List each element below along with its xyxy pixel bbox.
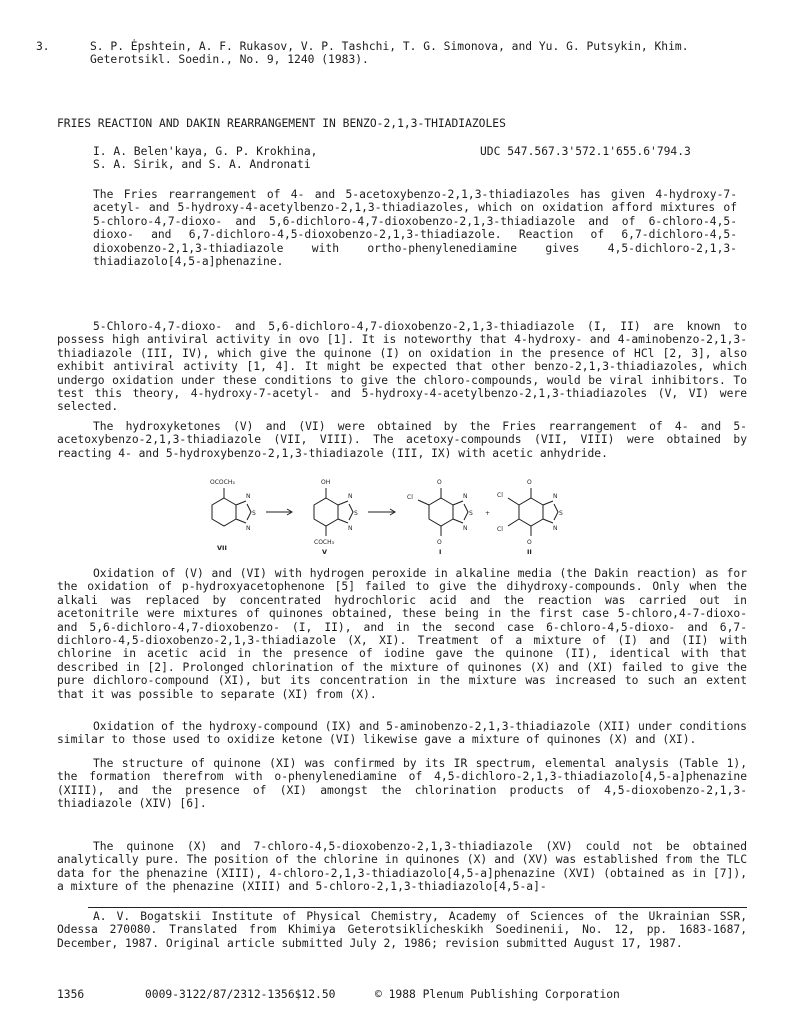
scheme-o-i-top: O xyxy=(437,479,442,486)
scheme-cl-ii-bottom: Cl xyxy=(497,526,503,533)
scheme-plus: + xyxy=(485,510,491,517)
scheme-label-v: V xyxy=(322,548,328,556)
scheme-n-i-top: N xyxy=(463,493,468,500)
scheme-s-ii: S xyxy=(559,510,563,517)
paragraph-6: The quinone (X) and 7-chloro-4,5-dioxobenzo-2,1,3-thiadiazole (XV) could not be obtained analytically pure. The position of the chlorine in quinones (X) and (XV) was established from the TLC data for the phenazine (XIII), 4-chloro-2,1,3-thiadiazolo[4,5-a]phenazine (XVI) (obtained as in [7]), a mixture of the phenazine (XIII) and 5-chloro-2,1,3-thiadiazolo[4,5-a]- xyxy=(57,840,747,894)
journal-code: 0009-3122/87/2312-1356$12.50 xyxy=(145,988,336,1001)
scheme-o-ii-bottom: O xyxy=(527,539,532,546)
scheme-label-ii: II xyxy=(527,548,532,556)
scheme-label-i: I xyxy=(439,548,442,556)
scheme-n-ii-bottom: N xyxy=(553,525,558,532)
scheme-n-vii-bottom: N xyxy=(246,525,251,532)
scheme-n-ii-top: N xyxy=(553,493,558,500)
paragraph-5: The structure of quinone (XI) was confirmed by its IR spectrum, elemental analysis (Table 1), the formation therefrom with o-phenylenediamine of 4,5-dichloro-2,1,3-thiadiazolo[4,5-a]phenazine (XIII), and the presence of (XI) amongst the chlorination products of 4,5-dioxobenzo-2,1,3-thiadiazole (XIV) [6]. xyxy=(57,757,747,811)
scheme-o-ii-top: O xyxy=(527,479,532,486)
reference-number: 3. xyxy=(36,40,50,53)
udc-code: UDC 547.567.3'572.1'655.6'794.3 xyxy=(480,145,691,158)
scheme-cl-ii-top: Cl xyxy=(497,492,503,499)
scheme-oh: OH xyxy=(321,479,331,486)
scheme-n-vii-top: N xyxy=(246,493,251,500)
scheme-s-vii: S xyxy=(252,510,256,517)
authors-line-1: I. A. Belen'kaya, G. P. Krokhina, xyxy=(93,145,318,158)
paragraph-3: Oxidation of (V) and (VI) with hydrogen peroxide in alkaline media (the Dakin reaction) as for the oxidation of p-hydroxyacetophenone [5] failed to give the dihydroxy-compounds. Only when the alkali was replaced by concentrated hydrochloric acid and the reaction was carried out in acetonitrile were mixtures of quinones obtained, these being in the first case 5-chloro,4-7-dioxo- and 5,6-dichloro-4,7-dioxobenzo- (I, II), and in the second case 6-chloro-4,5-dioxo- and 6,7-dichloro-4,5-dioxobenzo-2,1,3-thiadiazole (X, XI). Treatment of a mixture of (I) and (II) with chlorine in acetic acid in the presence of iodine gave the quinone (II), identical with that described in [2]. Prolonged chlorination of the mixture of quinones (X) and (XI) failed to give the pure dichloro-compound (XI), but its concentration in the mixture was increased to such an extent that it was possible to separate (XI) from (X). xyxy=(57,567,747,701)
reference-text: S. P. Ėpshtein, A. F. Rukasov, V. P. Tashchi, T. G. Simonova, and Yu. G. Putsykin, Khim. Geterotsikl. Soedin., No. 9, 1240 (1983). xyxy=(90,40,689,67)
reaction-scheme xyxy=(196,474,600,566)
scheme-coch3: COCH₃ xyxy=(314,539,335,546)
footnote: A. V. Bogatskii Institute of Physical Chemistry, Academy of Sciences of the Ukrainian SSR, Odessa 270080. Translated from Khimiya Geterotsiklicheskikh Soedinenii, No. 12, pp. 1683-1687, December, 1987. Original article submitted July 2, 1986; revision submitted August 17, 1987. xyxy=(57,910,747,950)
paragraph-1: 5-Chloro-4,7-dioxo- and 5,6-dichloro-4,7-dioxobenzo-2,1,3-thiadiazole (I, II) are known to possess high antiviral activity in ovo [1]. It is noteworthy that 4-hydroxy- and 4-aminobenzo-2,1,3-thiadiazole (III, IV), which give the quinone (I) on oxidation in the presence of HCl [2, 3], also exhibit antiviral activity [1, 4]. It might be expected that other benzo-2,1,3-thiadiazoles, which undergo oxidation under these conditions to give the chloro-compounds, would be viral inhibitors. To test this theory, 4-hydroxy-7-acetyl- and 5-hydroxy-4-acetylbenzo-2,1,3-thiadiazoles (V, VI) were selected. xyxy=(57,320,747,414)
page-number: 1356 xyxy=(57,988,85,1001)
scheme-o-i-bottom: O xyxy=(437,539,442,546)
authors-line-2: S. A. Sirik, and S. A. Andronati xyxy=(93,158,311,172)
scheme-ococh3: OCOCH₃ xyxy=(210,479,235,486)
scheme-n-v-bottom: N xyxy=(348,525,353,532)
footnote-divider xyxy=(88,907,747,908)
copyright: © 1988 Plenum Publishing Corporation xyxy=(375,988,620,1001)
paragraph-2: The hydroxyketones (V) and (VI) were obtained by the Fries rearrangement of 4- and 5-acetoxybenzo-2,1,3-thiadiazole (VII, VIII). The acetoxy-compounds (VII, VIII) were obtained by reacting 4- and 5-hydroxybenzo-2,1,3-thiadiazole (III, IX) with acetic anhydride. xyxy=(57,420,747,460)
scheme-cl-i: Cl xyxy=(407,494,413,501)
scheme-s-v: S xyxy=(354,510,358,517)
abstract: The Fries rearrangement of 4- and 5-acetoxybenzo-2,1,3-thiadiazoles has given 4-hydroxy-7-acetyl- and 5-hydroxy-4-acetylbenzo-2,1,3-thiadiazoles, which on oxidation afford mixtures of 5-chloro-4,7-dioxo- and 5,6-dichloro-4,7-dioxobenzo-2,1,3-thiadiazole and of 6-chloro-4,5-dioxo- and 6,7-dichloro-4,5-dioxobenzo-2,1,3-thiadiazole. Reaction of 6,7-dichloro-4,5-dioxobenzo-2,1,3-thiadiazole with ortho-phenylenediamine gives 4,5-dichloro-2,1,3-thiadiazolo[4,5-a]phenazine. xyxy=(93,188,737,269)
scheme-n-v-top: N xyxy=(348,493,353,500)
article-authors xyxy=(93,145,413,172)
paragraph-4: Oxidation of the hydroxy-compound (IX) and 5-aminobenzo-2,1,3-thiadiazole (XII) under conditions similar to those used to oxidize ketone (VI) likewise gave a mixture of quinones (X) and (XI). xyxy=(57,720,747,747)
scheme-n-i-bottom: N xyxy=(463,525,468,532)
scheme-s-i: S xyxy=(469,510,473,517)
scheme-label-vii: VII xyxy=(217,544,227,552)
article-title: FRIES REACTION AND DAKIN REARRANGEMENT IN BENZO-2,1,3-THIADIAZOLES xyxy=(57,117,506,130)
